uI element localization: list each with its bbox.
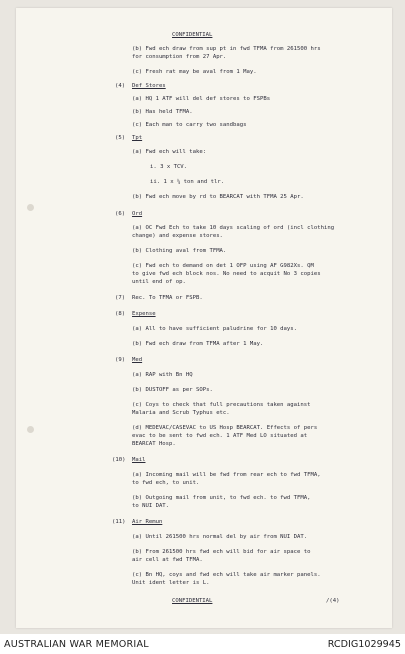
text-line: (b) Fwd ech draw from TFMA after 1 May. [132,341,264,347]
document-page [16,8,392,628]
section-title: Def Stores [132,83,166,89]
page-number: /(4) [326,598,340,604]
text-line: (a) HQ 1 ATF will del def stores to FSPBs [132,96,271,102]
text-line: i. 3 x TCV. [150,164,188,170]
text-line: to NUI DAT. [132,503,170,509]
credit-institution: AUSTRALIAN WAR MEMORIAL [4,639,149,650]
section-number: (8) [115,311,126,317]
section-title: Ord [132,211,143,217]
section-number: (7) [115,295,126,301]
document-text [16,8,392,628]
text-line: Malaria and Scrub Typhus etc. [132,410,230,416]
text-line: (b) Fwd ech draw from sup pt in fwd TFMA from 261500 hrs [132,46,321,52]
section-number: (11) [112,519,126,525]
text-line: (c) Fresh rat may be aval from 1 May. [132,69,257,75]
text-line: Unit ident letter is L. [132,580,210,586]
section-text: Rec. To TFMA or FSPB. [132,295,203,301]
text-line: (a) OC Fwd Ech to take 10 days scaling of ord (incl clothing [132,225,335,231]
text-line: (b) Has held TFMA. [132,109,193,115]
section-number: (6) [115,211,126,217]
credit-id: RCDIG1029945 [327,639,401,650]
section-number: (4) [115,83,126,89]
text-line: (a) Fwd ech will take: [132,149,207,155]
text-line: (d) MEDEVAC/CASEVAC to US Hosp BEARCAT. Effects of pers [132,425,318,431]
text-line: (a) Incoming mail will be fwd from rear ech to fwd TFMA, [132,472,321,478]
text-line: air cell at fwd TFMA. [132,557,203,563]
section-number: (9) [115,357,126,363]
text-line: to give fwd ech block nos. No need to acquit No 3 copies [132,271,321,277]
text-line: (b) Clothing aval from TFMA. [132,248,227,254]
section-number: (5) [115,135,126,141]
text-line: (b) Fwd ech move by rd to BEARCAT with TFMA 25 Apr. [132,194,304,200]
text-line: (c) Each man to carry two sandbags [132,122,247,128]
section-title: Air Remun [132,519,163,525]
section-title: Expense [132,311,156,317]
text-line: evac to be sent to fwd ech. 1 ATF Med LO situated at [132,433,308,439]
text-line: (a) Until 261500 hrs normal del by air from NUI DAT. [132,534,308,540]
text-line: BEARCAT Hosp. [132,441,176,447]
classification-footer: CONFIDENTIAL [172,598,213,604]
text-line: until end of op. [132,279,186,285]
text-line: (a) RAP with Bn HQ [132,372,193,378]
text-line: (b) From 261500 hrs fwd ech will bid for air space to [132,549,311,555]
text-line: (a) All to have sufficient paludrine for 10 days. [132,326,298,332]
section-title: Mail [132,457,146,463]
text-line: (b) Outgoing mail from unit, to fwd ech. to fwd TFMA, [132,495,311,501]
section-number: (10) [112,457,126,463]
credit-bar [0,634,405,654]
text-line: change) and expense stores. [132,233,223,239]
section-title: Med [132,357,143,363]
text-line: (b) DUSTOFF as per SOPs. [132,387,213,393]
text-line: for consumption from 27 Apr. [132,54,227,60]
section-title: Tpt [132,135,143,141]
text-line: to fwd ech, to unit. [132,480,200,486]
text-line: (c) Fwd ech to demand on det 1 OFP using AF G982Xs. QM [132,263,314,269]
text-line: (c) Bn HQ, coys and fwd ech will take air marker panels. [132,572,321,578]
text-line: (c) Coys to check that full precautions taken against [132,402,311,408]
text-line: ii. 1 x ¼ ton and tlr. [150,179,225,185]
classification-header: CONFIDENTIAL [172,32,213,38]
